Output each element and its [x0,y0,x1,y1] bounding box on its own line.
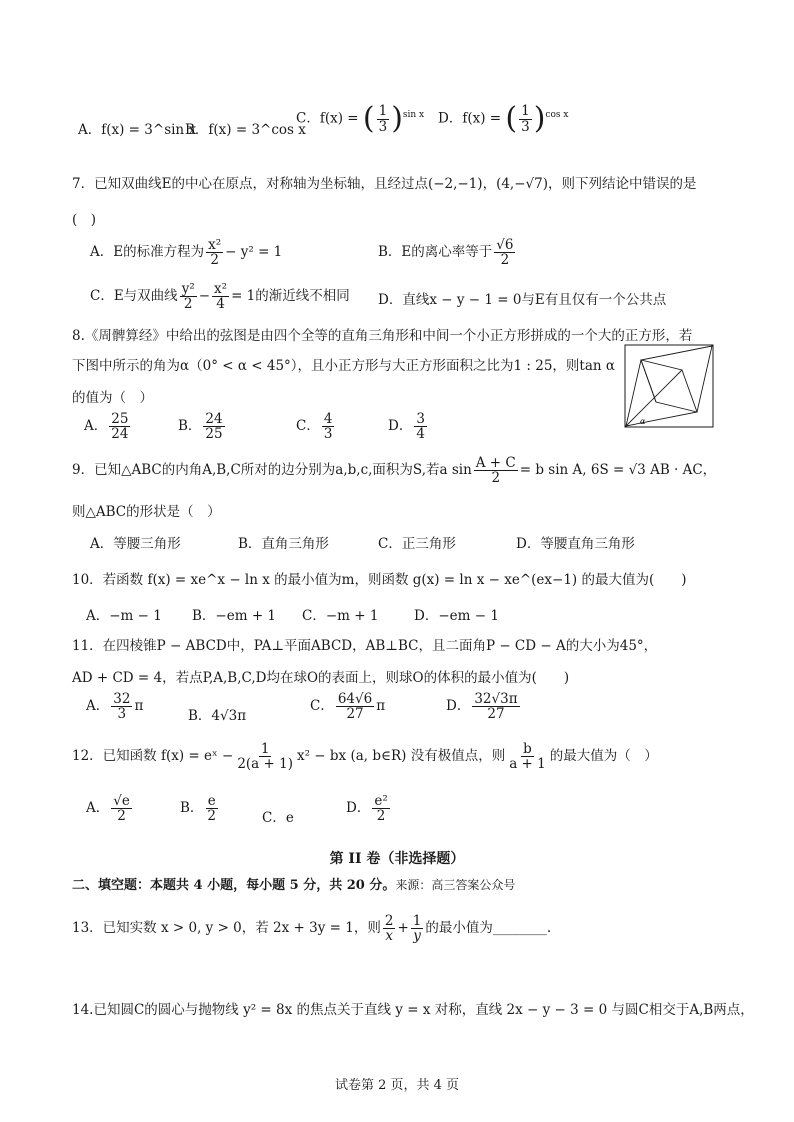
inner-rotated-square [626,346,712,426]
q12-option-c: C．e [262,810,294,826]
q9-option-d: D．等腰直角三角形 [516,536,635,552]
source-note: 来源：高三答案公众号 [395,878,516,892]
fill-in-header-text: 二、填空题：本题共 4 小题，每小题 5 分，共 20 分。 [72,878,396,893]
fill-in-header [72,874,515,893]
q10-option-d: D．−em − 1 [414,608,499,624]
q8-option-b: B． $\frac{24}{25}$ [178,411,223,443]
q11-line2: AD + CD = 4，若点P,A,B,C,D均在球O的表面上，则球O的体积的最小值为( ) [72,670,570,686]
q6-option-d: D．f(x) = ( $\frac{1}{3}$ )$^{cos x}$ [438,101,569,136]
q9-option-b: B．直角三角形 [238,536,329,552]
q8-line1: 8.《周髀算经》中给出的弦图是由四个全等的直角三角形和中间一个小正方形拼成的一个大的正方形，若 [72,328,693,344]
q7-option-c: C．E与双曲线 $\frac{\text{y²}}{2}$ − $\frac{\text{x²}}{4}$ = 1的渐近线不相同 [90,281,350,313]
q9-line2: 则△ABC的形状是（ ） [72,504,221,520]
volume-title: 第 II 卷（非选择题） [329,851,465,867]
q8-angle-alpha: α [640,417,646,426]
q11-option-a: A． $\frac{32}{3}$ π [86,691,144,723]
q7-option-a: A．E的标准方程为 $\frac{\text{x²}}{2}$ − y² = 1 [90,237,283,269]
q7-option-d: D．直线x − y − 1 = 0与E有且仅有一个公共点 [378,292,667,308]
q6-option-a: A．f(x) = 3^sin x [78,122,197,138]
q12-stem: 12．已知函数 f(x) = eˣ − $\frac{1}{2(a + 1)}$ x² − bx (a, b∈R) 没有极值点，则 $\frac{b}{a + 1}$ 的最大值为（ ） [72,741,658,773]
q9-option-c: C．正三角形 [378,536,456,552]
q11-option-b: B．4√3π [188,708,247,724]
q6-option-d-label: D．f(x) = [438,110,502,127]
q8-string-diagram [624,344,714,428]
q12-option-d: D． $\frac{\text{e²}}{2}$ [346,793,388,825]
q8-line3: 的值为（ ） [72,390,153,406]
q6-option-c: C．f(x) = ( $\frac{1}{3}$ )$^{sin x}$ [296,101,425,136]
q12-option-b: B． $\frac{e}{2}$ [180,793,217,825]
q11-line1: 11．在四棱锥P − ABCD中，PA⊥平面ABCD，AB⊥BC，且二面角P − CD − A的大小为45°， [72,638,658,654]
small-square [641,360,697,412]
q13-stem: 13．已知实数 x > 0, y > 0，若 2x + 3y = 1，则 $\frac{2}{x}$ + $\frac{1}{y}$ 的最小值为________. [72,913,552,945]
page-footer: 试卷第 2 页，共 4 页 [334,1078,460,1093]
q8-option-d: D． $\frac{3}{4}$ [388,411,425,443]
q6-option-b: B．f(x) = 3^cos x [185,122,306,138]
q9-stem: 9．已知△ABC的内角A,B,C所对的边分别为a,b,c,面积为S,若a sin $\frac{A + C}{2}$ = b sin A, 6S = √3 AB · AC， [72,455,717,487]
q7-stem: 7．已知双曲线E的中心在原点，对称轴为坐标轴，且经过点(−2,−1)，(4,−√7)，则下列结论中错误的是 [72,176,697,192]
q10-option-b: B．−em + 1 [192,608,277,624]
outer-square [625,345,713,427]
q8-option-a: A． $\frac{25}{24}$ [84,411,129,443]
q11-option-d: D． $\frac{32√3\pi}{27}$ [446,691,518,723]
q14-stem: 14.已知圆C的圆心与抛物线 y² = 8x 的焦点关于直线 y = x 对称，直线 2x − y − 3 = 0 与圆C相交于A,B两点， [72,1002,754,1018]
q10-option-a: A．−m − 1 [86,608,162,624]
q8-line2: 下图中所示的角为α（0° < α < 45°），且小正方形与大正方形面积之比为1 : 25，则tan α [72,358,616,374]
q12-option-a: A． $\frac{√e}{2}$ [86,793,130,825]
q10-option-c: C．−m + 1 [302,608,379,624]
q11-option-c: C． $\frac{64√6}{27}$ π [310,691,386,723]
q8-option-c: C． $\frac{4}{3}$ [296,411,333,443]
q7-paren: ( ) [72,212,97,228]
q7-option-b: B．E的离心率等于 $\frac{√6}{2}$ [378,237,514,269]
q9-option-a: A．等腰三角形 [90,536,181,552]
q10-stem: 10．若函数 f(x) = xe^x − ln x 的最小值为m，则函数 g(x) = ln x − xe^(ex−1) 的最大值为( ) [72,572,687,588]
q6-option-c-label: C．f(x) = [296,110,359,127]
